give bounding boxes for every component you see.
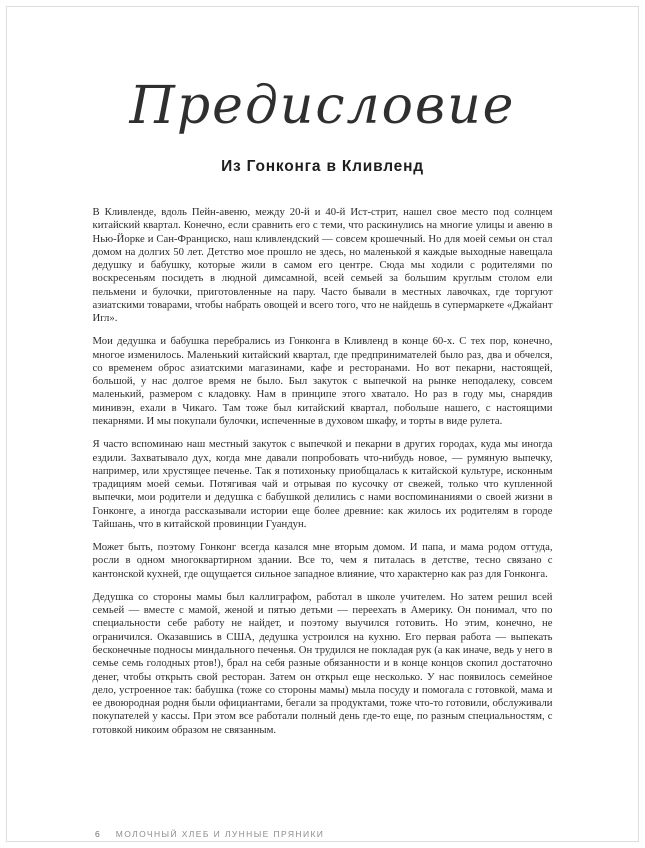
- paragraph: Я часто вспоминаю наш местный закуток с выпечкой и пекарни в других городах, куда мы иногда ездили. Захватывало дух, когда мне давали попробовать что-нибудь новое, — румяную выпечку, например, или хрустящее печенье. Так я потихоньку приобщалась к китайской культуре, исконным традициям моей семьи. Потягивая чай и отрывая по кусочку от свежей, только что купленной выпечки, мои родители и дедушка с бабушкой делились с нами воспоминаниями о своей жизни в Гонконге, а иногда рассказывали истории еще более древние: как жилось их родителям в городе Тайшань, что в китайской провинции Гуандун.: [92, 438, 553, 530]
- paragraph: Дедушка со стороны мамы был каллиграфом, работал в школе учителем. Но затем решил всей семьей — вместе с мамой, женой и пятью детьми — переехать в Америку. Он понимал, что по специальности себе работу не найдет, и поэтому выучился готовить. Но этим, конечно, не ограничился. Оказавшись в США, дедушка устроился на кухню. Его первая работа — выпекать бесконечные подносы миндального печенья. Он трудился не покладая рук (а как иначе, ведь у него в семье семь голодных ртов!), брал на себя разные обязанности и в конце концов скопил достаточно денег, чтобы открыть свой ресторан. Затем он открыл еще несколько. У нас появилось семейное дело, устроенное так: бабушка (тоже со стороны мамы) мыла посуду и помогала с готовкой, мама и ее двоюродная родня были официантами, бегали за продуктами, тоже что-то готовили, обслуживали покупателей у кассы. При этом все работали полный день где-то еще, по разным специальностям, с готовкой никоим образом не связанным.: [92, 590, 553, 736]
- body-text: [93, 206, 553, 737]
- paragraph: В Кливленде, вдоль Пейн-авеню, между 20-й и 40-й Ист-стрит, нашел свое место под солнцем китайский квартал. Конечно, если сравнить его с теми, что раскинулись на многие улицы и авеню в Нью-Йорке и Сан-Франциско, наш кливлендский — совсем крошечный. Но для моей семьи он стал домом на долгих 50 лет. Детство мое прошло не здесь, но маленькой я каждые выходные навещала дедушку и бабушку, которые жили в самом его центре. Сюда мы ходили с родителями по воскресеньям посидеть в людной димсамной, всей семьей за большим круглым столом ели пельмени и булочки, приготовленные на пару. Часто бывали в местных лавочках, где торгуют азиатскими товарами, чтобы набрать овощей и всего того, что не найдешь в супермаркете «Джайант Игл».: [92, 206, 553, 325]
- paragraph: Мои дедушка и бабушка перебрались из Гонконга в Кливленд в конце 60-х. С тех пор, конечно, многое изменилось. Маленький китайский квартал, где предпринимателей было раз, два и обчелся, со временем оброс азиатскими магазинами, кафе и ресторанами. Но вот пекарни, настоящей, большой, у нас долгое время не было. Был закуток с выпечкой на рынке неподалеку, совсем маленький, размером с кладовку. Нам в принципе этого хватало. Но раз в году мы, снарядив минивэн, ехали в Чикаго. Там тоже был китайский квартал, побольше нашего, с настоящими пекарнями. И мы покупали булочки, испеченные в духовом шкафу, и торты в виде рулета.: [92, 335, 553, 427]
- section-subtitle: Из Гонконга в Кливленд: [221, 158, 424, 175]
- chapter-title: Предисловие: [129, 76, 516, 136]
- running-title: МОЛОЧНЫЙ ХЛЕБ И ЛУННЫЕ ПРЯНИКИ: [115, 829, 325, 839]
- page-footer: [95, 829, 324, 839]
- page-number: 6: [95, 829, 100, 839]
- paragraph: Может быть, поэтому Гонконг всегда казался мне вторым домом. И папа, и мама родом оттуда, росли в одном многоквартирном здании. Все то, чем я питалась в детстве, тесно связано с кантонской кухней, где ощущается сильное западное влияние, что характерно как раз для Гонконга.: [92, 541, 553, 580]
